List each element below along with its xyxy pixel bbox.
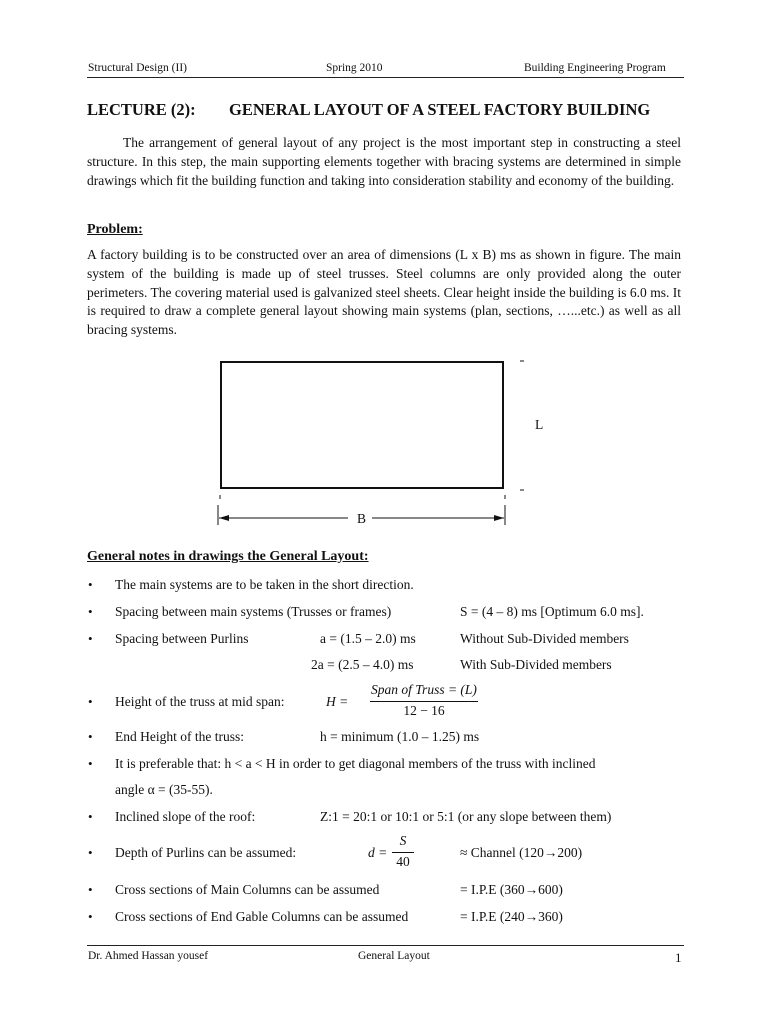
formula-h-denominator: 12 − 16: [403, 703, 445, 718]
problem-paragraph: A factory building is to be constructed over an area of dimensions (L x B) ms as shown in figure. The main system of the building is made up of steel trusses. Steel columns are only provided along the outer perimeters. The covering material used is galvanized steel sheets. Clear height inside the building is 6.0 ms. It is required to draw a complete general layout showing main systems (plan, sections, …...etc.) as well as all bracing systems.: [87, 247, 681, 338]
note-main-systems: The main systems are to be taken in the short direction.: [115, 577, 414, 592]
note-end-height-label: End Height of the truss:: [115, 729, 244, 744]
note-truss-height-label: Height of the truss at mid span:: [115, 694, 285, 709]
header-term: Spring 2010: [326, 62, 383, 74]
bullet: •: [88, 694, 93, 709]
footer-author: Dr. Ahmed Hassan yousef: [88, 950, 209, 962]
header-program: Building Engineering Program: [524, 62, 666, 74]
lecture-number: LECTURE (2):: [87, 100, 196, 119]
plan-figure: [200, 355, 530, 535]
bullet: •: [88, 756, 93, 771]
formula-h-fraction-bar: [370, 701, 478, 702]
plan-rectangle: [221, 362, 503, 488]
formula-h-numerator: Span of Truss = (L): [371, 682, 477, 697]
note-purlin-spacing-value2: 2a = (2.5 – 4.0) ms: [311, 657, 414, 672]
problem-heading: Problem:: [87, 222, 143, 237]
note-purlin-spacing-note1: Without Sub-Divided members: [460, 631, 629, 646]
header-rule: [87, 77, 684, 78]
intro-paragraph: The arrangement of general layout of any project is the most important step in constructing a steel structure. In this step, the main supporting elements together with bracing systems are determined in simple drawings which fit the building function and taking into consideration stability and economy of the building.: [87, 135, 681, 188]
bullet: •: [88, 909, 93, 924]
note-preferable-line1: It is preferable that: h < a < H in order to get diagonal members of the truss with inclined: [115, 756, 596, 771]
note-gable-columns-label: Cross sections of End Gable Columns can be assumed: [115, 909, 409, 924]
note-roof-slope-label: Inclined slope of the roof:: [115, 809, 256, 824]
formula-d-denominator: 40: [396, 854, 410, 869]
note-spacing-main-label: Spacing between main systems (Trusses or frames): [115, 604, 392, 619]
footer-section: General Layout: [358, 950, 430, 962]
note-purlin-spacing-value1: a = (1.5 – 2.0) ms: [320, 631, 416, 646]
formula-d-fraction-bar: [392, 852, 414, 853]
footer-page-number: 1: [675, 950, 682, 965]
formula-h-lhs: H =: [326, 694, 349, 709]
bullet: •: [88, 604, 93, 619]
bullet: •: [88, 845, 93, 860]
note-main-columns-label: Cross sections of Main Columns can be assumed: [115, 882, 380, 897]
formula-d-numerator: S: [399, 833, 407, 848]
dimension-label-l: L: [535, 417, 544, 432]
bullet: •: [88, 729, 93, 744]
bullet: •: [88, 882, 93, 897]
note-spacing-main-value: S = (4 – 8) ms [Optimum 6.0 ms].: [460, 604, 644, 619]
notes-heading: General notes in drawings the General Layout:: [87, 549, 369, 564]
footer-rule: [87, 945, 684, 946]
note-purlin-spacing-note2: With Sub-Divided members: [460, 657, 612, 672]
lecture-title: GENERAL LAYOUT OF A STEEL FACTORY BUILDING: [229, 100, 651, 119]
note-purlin-spacing-label: Spacing between Purlins: [115, 631, 249, 646]
header-course: Structural Design (II): [88, 62, 187, 74]
bullet: •: [88, 577, 93, 592]
note-main-columns-value: = I.P.E (360→600): [460, 882, 563, 897]
note-preferable-line2: angle α = (35-55).: [115, 782, 213, 797]
bullet: •: [88, 631, 93, 646]
formula-d-lhs: d =: [368, 845, 388, 860]
note-purlin-depth-value: ≈ Channel (120→200): [460, 845, 583, 860]
note-roof-slope-value: Z:1 = 20:1 or 10:1 or 5:1 (or any slope between them): [320, 809, 612, 824]
bullet: •: [88, 809, 93, 824]
dimension-label-b: B: [357, 511, 367, 526]
note-end-height-value: h = minimum (1.0 – 1.25) ms: [320, 729, 480, 744]
note-purlin-depth-label: Depth of Purlins can be assumed:: [115, 845, 297, 860]
note-gable-columns-value: = I.P.E (240→360): [460, 909, 563, 924]
